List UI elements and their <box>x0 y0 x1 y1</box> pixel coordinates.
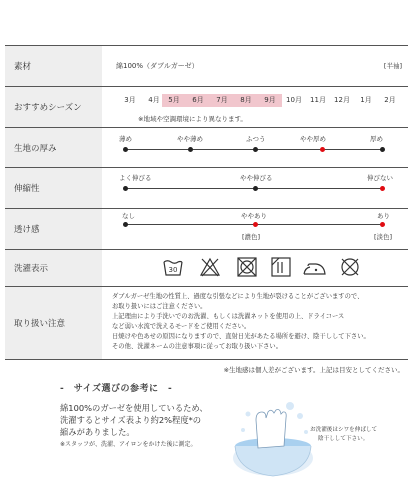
sheer-tick-1: ややあり <box>241 212 267 220</box>
care-line-2: 上記理由により手洗いでのお洗濯、もしくは洗濯ネットを使用の上、ドライコース <box>112 313 345 320</box>
season-month-2: 4月 <box>148 96 160 104</box>
care-line-1: お取り扱いにはご注意ください。 <box>112 303 207 310</box>
size-reference-line-0: 綿100%のガーゼを使用しているため、 <box>60 403 208 413</box>
season-month-6: 8月 <box>234 94 258 107</box>
stretch-tick-1: やや伸びる <box>240 174 273 182</box>
iron-low-icon <box>302 256 328 278</box>
label-sheer: 透け感 <box>5 209 102 249</box>
thickness-dot-2 <box>253 147 258 152</box>
sheer-dot-0 <box>123 222 128 227</box>
thickness-tick-2: ふつう <box>246 135 266 143</box>
label-care: 取り扱い注意 <box>5 287 102 359</box>
illustration-caption-1: 陰干しして下さい。 <box>318 436 369 442</box>
thickness-dot-4 <box>380 147 385 152</box>
wash-30-icon <box>162 256 184 278</box>
season-month-3: 5月 <box>162 94 186 107</box>
stretch-dot-selected <box>380 186 385 191</box>
size-reference-body <box>60 402 208 438</box>
sheer-dot-selected-light <box>380 222 385 227</box>
spec-table <box>5 45 408 350</box>
thickness-dot-1 <box>188 147 193 152</box>
no-bleach-icon <box>199 256 221 278</box>
care-line-3: など弱い水流で洗えるモードをご使用ください。 <box>112 323 251 330</box>
stretch-tick-0: よく伸びる <box>119 174 152 182</box>
no-tumble-dry-icon <box>236 256 258 278</box>
material-value: 綿100%（ダブルガーゼ） <box>116 62 199 70</box>
no-dry-clean-icon <box>339 256 361 278</box>
thickness-tick-3: やや厚め <box>300 135 326 143</box>
size-reference-note: ※スタッフが、洗濯、アイロンをかけた後に測定。 <box>60 441 197 448</box>
sheer-tick-0: なし <box>122 212 135 220</box>
season-month-5: 7月 <box>210 94 234 107</box>
season-month-4: 6月 <box>186 94 210 107</box>
thickness-dot-selected <box>320 147 325 152</box>
care-line-0: ダブルガーゼ生地の性質上、過度な引張などにより生地が裂けることがございますので、 <box>112 293 364 300</box>
season-note: ※地域や空調環境により異なります。 <box>138 115 247 123</box>
row-material <box>5 46 408 87</box>
row-thickness <box>5 128 408 168</box>
label-material: 素材 <box>5 46 102 86</box>
thickness-tick-1: やや薄め <box>177 135 203 143</box>
sheer-dot-selected-dark <box>253 222 258 227</box>
care-line-4: 日焼けや色あせの原因になりますので、直射日光があたる場所を避け、陰干しして下さい。 <box>112 333 370 340</box>
season-month-8: 10月 <box>286 96 302 104</box>
stretch-dot-0 <box>123 186 128 191</box>
label-season: おすすめシーズン <box>5 87 102 127</box>
line-dry-shade-icon <box>270 256 292 278</box>
season-month-10: 12月 <box>334 96 350 104</box>
label-thickness: 生地の厚み <box>5 128 102 167</box>
wash-temp-label: 30 <box>168 266 178 274</box>
row-season <box>5 87 408 128</box>
label-stretch: 伸縮性 <box>5 168 102 208</box>
thickness-dot-0 <box>123 147 128 152</box>
care-line-5: その他、洗濯ネームの注意事項に従ってお取り扱い下さい。 <box>112 343 283 350</box>
row-stretch <box>5 168 408 209</box>
size-reference-title: - サイズ選びの参考に - <box>60 384 173 394</box>
illustration-caption-0: お洗濯後はシワを伸ばして <box>310 427 378 433</box>
sheer-note-light: [淡色] <box>374 233 393 241</box>
stretch-dot-1 <box>253 186 258 191</box>
row-wash <box>5 250 408 287</box>
footnote: ※生地感は個人差がございます。上記は目安としてください。 <box>223 366 404 374</box>
washing-illustration <box>228 398 412 488</box>
season-month-11: 1月 <box>360 96 372 104</box>
thickness-tick-4: 厚め <box>370 135 383 143</box>
hand-wash-icon <box>228 398 412 488</box>
season-month-12: 2月 <box>384 96 396 104</box>
sheer-tick-2: あり <box>377 212 390 220</box>
sheer-note-dark: [濃色] <box>242 233 261 241</box>
stretch-tick-2: 伸びない <box>367 174 393 182</box>
season-month-1: 3月 <box>124 96 136 104</box>
season-month-9: 11月 <box>310 96 326 104</box>
thickness-tick-0: 薄め <box>119 135 132 143</box>
size-reference-line-2: 縮みがありました。 <box>60 427 135 437</box>
row-care <box>5 287 408 360</box>
label-wash: 洗濯表示 <box>5 250 102 286</box>
half-sleeve-tag: [半袖] <box>383 62 402 70</box>
row-sheer <box>5 209 408 250</box>
size-reference-line-1: 洗濯するとサイズ表より約2%程度*の <box>60 415 202 425</box>
season-month-7: 9月 <box>258 94 282 107</box>
